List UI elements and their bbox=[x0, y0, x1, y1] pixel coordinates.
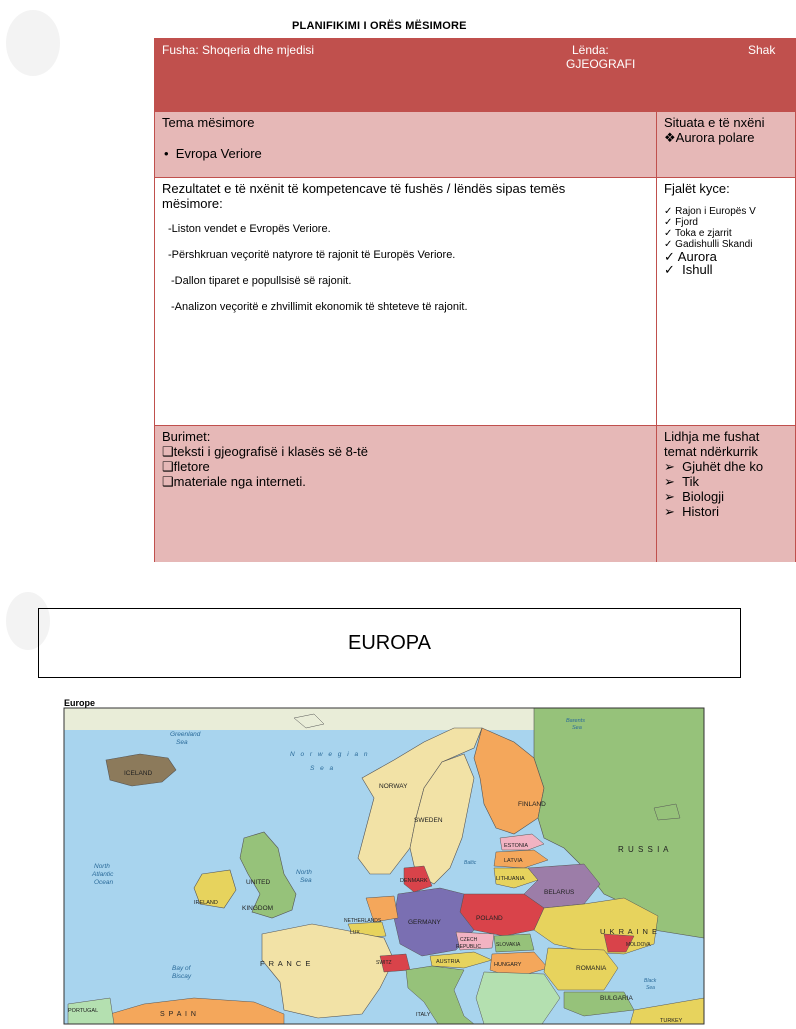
map-label-turkey: TURKEY bbox=[660, 1018, 683, 1024]
lidhja-item: ➢ Gjuhët dhe ko bbox=[664, 459, 764, 474]
tema-label: Tema mësimore bbox=[162, 115, 255, 130]
rezultatet-cell bbox=[155, 178, 657, 426]
fjalet-item: ✓ Toka e zjarrit bbox=[664, 228, 732, 239]
map-label-bay-biscay-2: Biscay bbox=[172, 973, 192, 980]
map-label-hungary: HUNGARY bbox=[494, 962, 522, 968]
fusha-label: Fusha: Shoqeria dhe mjedisi bbox=[162, 43, 315, 57]
europe-map bbox=[44, 698, 704, 1024]
map-label-finland: FINLAND bbox=[518, 801, 546, 808]
rezultatet-item: -Liston vendet e Evropës Veriore. bbox=[168, 223, 331, 235]
tema-cell bbox=[155, 112, 657, 178]
lidhja-label: temat ndërkurrik bbox=[664, 444, 758, 459]
lidhja-cell bbox=[657, 426, 795, 562]
map-label-norwegian-sea-2: S e a bbox=[310, 765, 336, 772]
fjalet-item: ✓ Gadishulli Skandi bbox=[664, 239, 753, 250]
lenda-value: GJEOGRAFI bbox=[566, 57, 636, 71]
lidhja-item: ➢ Histori bbox=[664, 504, 719, 519]
fjalet-item: ✓ Rajon i Europës V bbox=[664, 206, 756, 217]
burimet-item: ❑fletore bbox=[162, 459, 210, 474]
map-label-moldova: MOLDOVA bbox=[626, 942, 651, 948]
burimet-label: Burimet: bbox=[162, 429, 211, 444]
map-label-north-sea: North bbox=[296, 869, 312, 876]
map-label-bulgaria: BULGARIA bbox=[600, 995, 633, 1002]
map-label-czech-2: REPUBLIC bbox=[456, 944, 482, 950]
map-label-luxembourg: LUX bbox=[350, 930, 360, 936]
fjalet-cell bbox=[657, 178, 795, 426]
map-label-switzerland: SWITZ bbox=[376, 960, 392, 966]
fjalet-label: Fjalët kyce: bbox=[664, 181, 730, 196]
fjalet-item: ✓ Aurora bbox=[664, 249, 717, 264]
europa-heading: EUROPA bbox=[348, 631, 431, 654]
map-label-north-sea-2: Sea bbox=[300, 877, 312, 884]
lidhja-item: ➢ Biologji bbox=[664, 489, 725, 504]
map-label-ireland: IRELAND bbox=[194, 900, 218, 906]
map-label-uk-2: KINGDOM bbox=[242, 905, 274, 912]
lesson-plan-table bbox=[154, 38, 796, 562]
map-label-romania: ROMANIA bbox=[576, 965, 607, 972]
map-label-uk: UNITED bbox=[246, 879, 271, 886]
map-label-barents: Barents bbox=[566, 718, 585, 724]
tema-row bbox=[155, 111, 795, 178]
map-label-north-atlantic-2: Atlantic bbox=[92, 871, 114, 878]
map-label-lithuania: LITHUANIA bbox=[496, 876, 525, 882]
lidhja-label: Lidhja me fushat bbox=[664, 429, 760, 444]
map-label-slovakia: SLOVAKIA bbox=[496, 942, 521, 948]
map-label-russia: R U S S I A bbox=[618, 845, 670, 854]
map-label-black-sea: Black bbox=[644, 978, 657, 984]
map-label-black-sea-2: Sea bbox=[646, 985, 655, 991]
shkalla-cell bbox=[735, 39, 795, 111]
map-label-latvia: LATVIA bbox=[504, 858, 523, 864]
rezultatet-row bbox=[155, 177, 795, 426]
map-label-estonia: ESTONIA bbox=[504, 843, 529, 849]
map-label-belarus: BELARUS bbox=[544, 889, 575, 896]
burimet-cell bbox=[155, 426, 657, 562]
table-header-row bbox=[155, 39, 795, 111]
map-label-sweden: SWEDEN bbox=[414, 817, 443, 824]
lenda-label: Lënda: bbox=[572, 43, 609, 57]
map-label-portugal: PORTUGAL bbox=[68, 1008, 99, 1014]
map-label-ukraine: U K R A I N E bbox=[600, 927, 659, 936]
europa-heading-box bbox=[38, 608, 741, 678]
rezultatet-item: -Dallon tiparet e popullsisë së rajonit. bbox=[171, 275, 352, 287]
map-label-italy: ITALY bbox=[416, 1012, 431, 1018]
map-label-denmark: DENMARK bbox=[400, 878, 428, 884]
map-title: Europe bbox=[64, 698, 96, 708]
map-label-norway: NORWAY bbox=[379, 783, 408, 790]
map-label-greenland-sea-2: Sea bbox=[176, 739, 188, 746]
map-label-north-atlantic-3: Ocean bbox=[94, 879, 114, 886]
map-label-north-atlantic: North bbox=[94, 863, 110, 870]
map-label-baltic: Baltic bbox=[464, 860, 477, 866]
map-label-spain: S P A I N bbox=[160, 1011, 197, 1018]
fjalet-item: ✓ Fjord bbox=[664, 217, 698, 228]
burimet-row bbox=[155, 425, 795, 562]
page-title: PLANIFIKIMI I ORËS MËSIMORE bbox=[292, 20, 467, 32]
map-label-czech: CZECH bbox=[460, 937, 478, 943]
map-label-iceland: ICELAND bbox=[124, 770, 153, 777]
shkalla-label: Shak bbox=[748, 43, 776, 57]
situata-cell bbox=[657, 112, 795, 178]
map-label-france: F R A N C E bbox=[260, 959, 312, 968]
fjalet-item: ✓ Ishull bbox=[664, 262, 713, 277]
balkans-shape bbox=[476, 972, 560, 1024]
map-label-norwegian-sea: N o r w e g i a n bbox=[290, 751, 370, 758]
rezultatet-item: -Analizon veçoritë e zhvillimit ekonomik të shteteve të rajonit. bbox=[171, 301, 468, 313]
rezultatet-label: Rezultatet e të nxënit të kompetencave të fushës / lëndës sipas temës mësimore: bbox=[162, 181, 566, 211]
lenda-cell bbox=[555, 39, 665, 111]
map-label-netherlands: NETHERLANDS bbox=[344, 918, 382, 924]
map-label-bay-biscay: Bay of bbox=[172, 965, 191, 972]
burimet-item: ❑teksti i gjeografisë i klasës së 8-të bbox=[162, 444, 369, 459]
europe-map-svg bbox=[44, 698, 704, 1024]
fusha-cell bbox=[155, 39, 555, 111]
decorative-circle bbox=[6, 10, 60, 76]
map-label-austria: AUSTRIA bbox=[436, 959, 460, 965]
lidhja-item: ➢ Tik bbox=[664, 474, 699, 489]
rezultatet-item: -Përshkruan veçoritë natyrore të rajonit të Europës Veriore. bbox=[168, 249, 456, 261]
map-label-germany: GERMANY bbox=[408, 919, 441, 926]
map-label-greenland-sea: Greenland bbox=[170, 731, 201, 738]
situata-item: ❖Aurora polare bbox=[664, 130, 755, 145]
situata-label: Situata e të nxëni bbox=[664, 115, 765, 130]
burimet-item: ❑materiale nga interneti. bbox=[162, 474, 306, 489]
tema-item: • Evropa Veriore bbox=[164, 146, 262, 161]
map-label-barents-2: Sea bbox=[572, 725, 582, 731]
map-label-poland: POLAND bbox=[476, 915, 503, 922]
